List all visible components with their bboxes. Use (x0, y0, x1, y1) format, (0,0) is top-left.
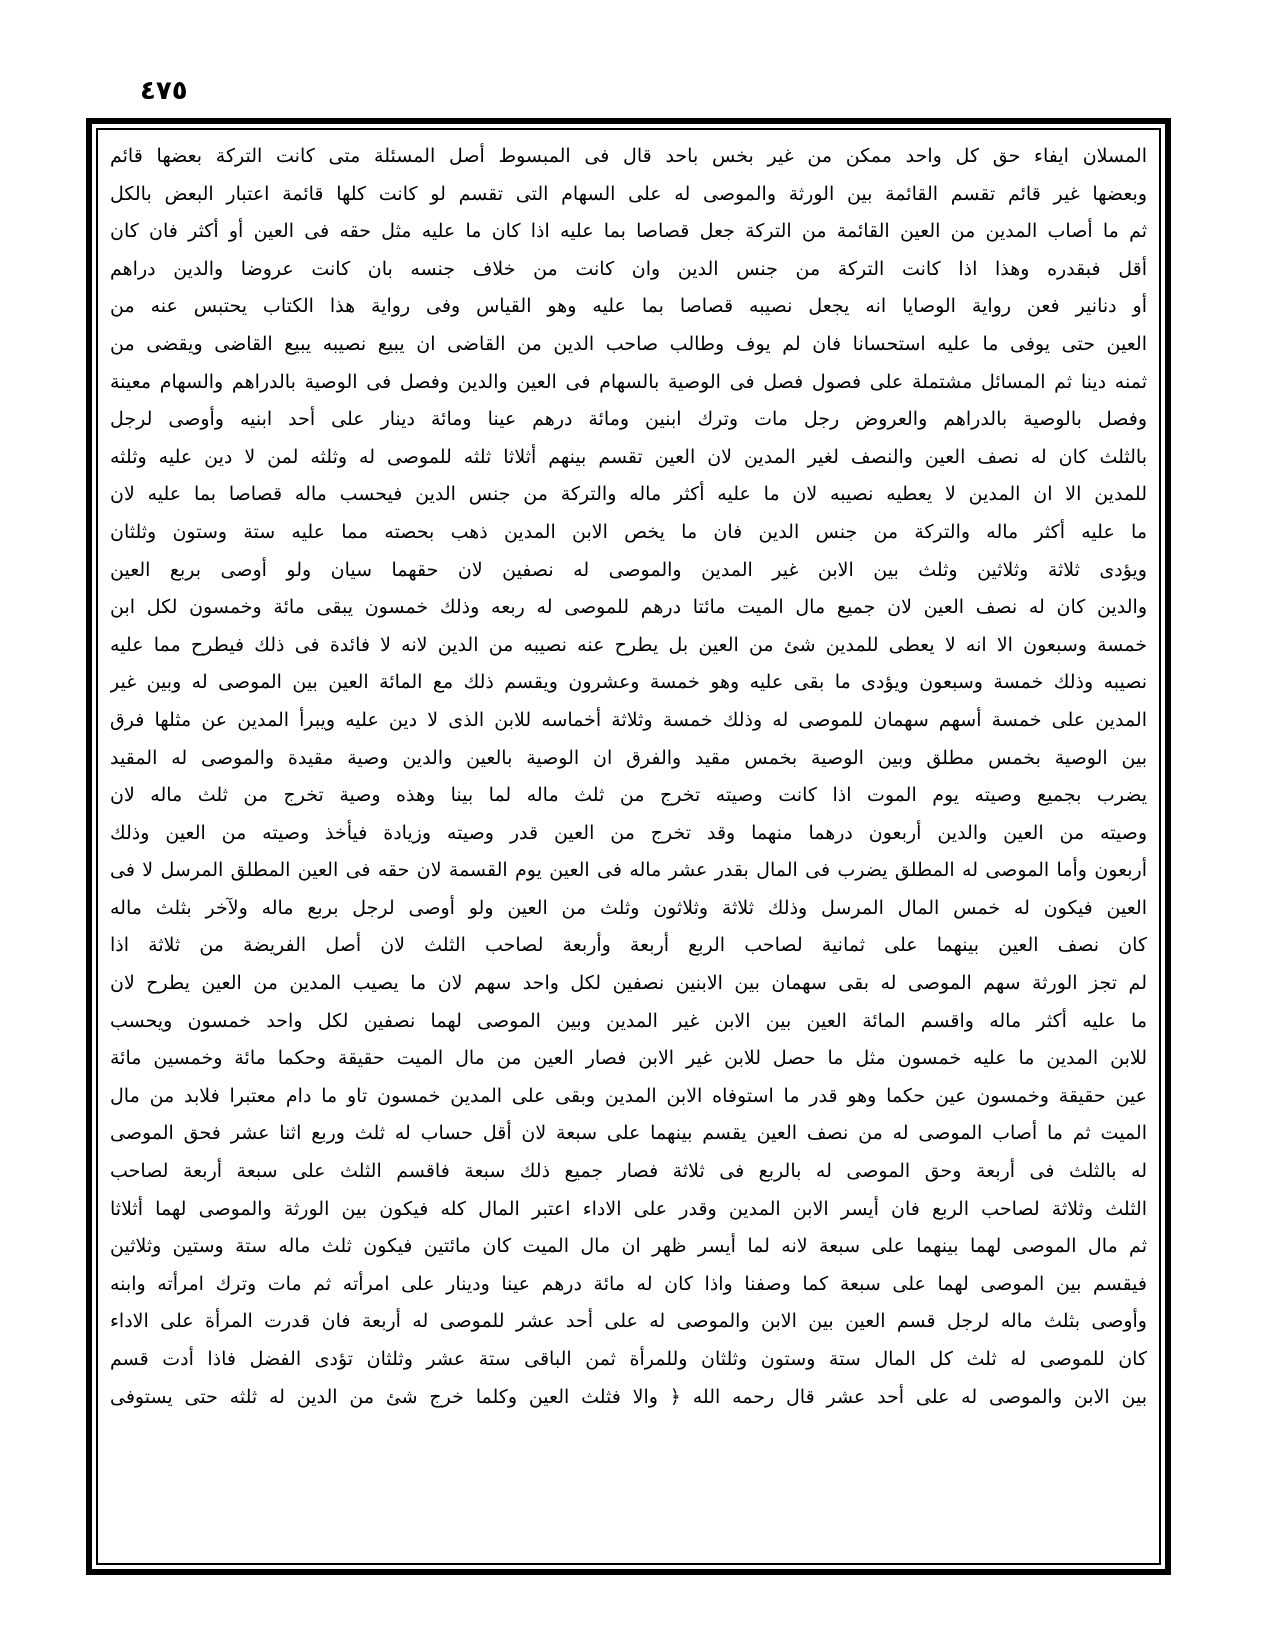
text-line: له بالثلث فى أربعة وحق الموصى له بالربع فى ثلاثة فصار جميع ذلك سبعة فاقسم الثلث على سبعة أربعة لصاحب (110, 1160, 1147, 1183)
text-line: فيقسم بين الموصى لهما على سبعة كما وصفنا واذا كان له مائة درهم عينا ودينار على امرأته ثم مات وترك امرأته وابنه (110, 1272, 1147, 1295)
text-line: والدين كان له نصف العين لان جميع مال الميت مائتا درهم للموصى له ربعه وذلك خمسون يبقى مائة وخمسون لكل ابن (110, 596, 1147, 619)
text-line: عين حقيقة وخمسون عين حكما وهو قدر ما استوفاه الابن المدين وبقى على المدين خمسون تاو ما دام معتبرا فلابد من مال (110, 1084, 1147, 1107)
text-line: العين حتى يوفى ما عليه استحسانا فان لم يوف وطالب صاحب الدين من القاضى ان يبيع نصيبه يبيع القاضى ويقضى من (110, 332, 1147, 355)
text-line: للابن المدين ما عليه خمسون مثل ما حصل للابن غير الابن فصار العين من مال الميت حقيقة وحكما مائة وخمسين مائة (110, 1047, 1147, 1070)
text-line: كان نصف العين بينهما على ثمانية لصاحب الربع أربعة وأربعة لصاحب الثلث لان أصل الفريضة من ثلاثة اذا (110, 934, 1147, 957)
text-line: المسلان ايفاء حق كل واحد ممكن من غير بخس باحد قال فى المبسوط أصل المسئلة متى كانت التركة بعضها قائم (110, 145, 1147, 167)
text-line: بين الوصية بخمس مطلق وبين الوصية بخمس مقيد والفرق ان الوصية بالعين والدين وصية مقيدة والموصى له المقيد (110, 746, 1147, 769)
text-line: ثم ما أصاب المدين من العين القائمة من التركة جعل قصاصا بما عليه اذا كان ما عليه مثل حقه فى العين أو أكثر فان كان (110, 220, 1147, 243)
text-line: ثم مال الموصى لهما بينهما على سبعة لانه لما أيسر ظهر ان مال الميت كان مائتين فيكون ثلث ماله ستة وستين وثلاثين (110, 1235, 1147, 1258)
text-line: خمسة وسبعون الا انه لا يعطى للمدين شئ من العين بل يطرح عنه نصيبه من الدين لانه لا فائدة فى ذلك فيطرح مما عليه (110, 633, 1147, 656)
text-line: ويؤدى ثلاثة وثلاثين وثلث بين الابن غير المدين والموصى له نصفين لان حقهما سيان ولو أوصى بربع العين (110, 558, 1147, 581)
text-body (110, 138, 1147, 1416)
text-frame (96, 128, 1161, 1565)
text-line: أو دنانير فعن رواية الوصايا انه يجعل نصيبه قصاصا بما عليه وهو القياس وفى رواية هذا الكتاب يحتبس عنه من (110, 295, 1147, 318)
text-line: يضرب بجميع وصيته يوم الموت اذا كانت وصيته تخرج من ثلث ماله لما بينا وهذه وصية تخرج من ثلث ماله لان (110, 784, 1147, 807)
text-line: أقل فبقدره وهذا اذا كانت التركة من جنس الدين وان كانت من خلاف جنسه بان كانت عروضا والدين دراهم (110, 257, 1147, 280)
text-line: وبعضها غير قائم تقسم القائمة بين الورثة والموصى له على السهام التى تقسم لو كانت كلها قائمة اعتبار البعض بالكل (110, 182, 1147, 205)
text-line: الميت ثم ما أصاب الموصى له من نصف العين يقسم بينهما على سبعة لان أقل حساب له ثلث وربع اثنا عشر فحق الموصى (110, 1122, 1147, 1145)
text-line: بين الابن والموصى له على أحد عشر قال رحمه الله ﴿ والا فثلث العين وكلما خرج شئ من الدين له ثلثه حتى يستوفى (110, 1385, 1147, 1408)
text-line: بالثلث كان له نصف العين والنصف لغير المدين لان العين تقسم بينهم أثلاثا ثلثه للموصى له وثلثه لمن لا دين عليه وثلثه (110, 445, 1147, 468)
text-line: المدين على خمسة أسهم سهمان للموصى له وذلك خمسة وثلاثة أخماسه للابن الذى لا دين عليه ويبرأ المدين عن مثلها فرق (110, 708, 1147, 731)
text-line: ما عليه أكثر ماله والتركة من جنس الدين فان ما يخص الابن المدين ذهب بحصته مما عليه ستة وستون وثلثان (110, 520, 1147, 543)
text-line: العين فيكون له خمس المال المرسل وذلك ثلاثة وثلاثون وثلث من العين ولو أوصى لرجل بربع ماله ولآخر بثلث ماله (110, 896, 1147, 919)
text-line: للمدين الا ان المدين لا يعطيه نصيبه لان ما عليه أكثر ماله والتركة من جنس الدين فيحسب ماله قصاصا بما عليه لان (110, 483, 1147, 506)
text-line: ما عليه أكثر ماله واقسم المائة العين بين الابن غير المدين وبين الموصى لهما نصفين لكل واحد خمسون ويحسب (110, 1009, 1147, 1032)
text-line: كان للموصى له ثلث كل المال ستة وستون وثلثان وللمرأة ثمن الباقى ستة عشر وثلثان تؤدى الفضل فاذا أدت قسم (110, 1348, 1147, 1370)
text-line: ثمنه دينا ثم المسائل مشتملة على فصول فصل فى الوصية بالسهام فى العين والدين وفصل فى الوصية بالدراهم والسهام معينة (110, 370, 1147, 393)
text-line: وصيته من العين والدين أربعون درهما منهما وقد تخرج من العين قدر وصيته وزيادة فيأخذ وصيته من العين وذلك (110, 821, 1147, 844)
text-line: نصيبه وذلك خمسة وسبعون ويؤدى ما بقى عليه وهو خمسة وعشرون ويقسم ذلك مع المائة العين بين الموصى له وبين غير (110, 671, 1147, 694)
text-line: لم تجز الورثة سهم الموصى له بقى سهمان بين الابنين نصفين لكل واحد سهم لان ما يصيب المدين من العين يطرح لان (110, 972, 1147, 995)
text-line: الثلث وثلاثة لصاحب الربع فان أيسر الابن المدين وقدر على الاداء اعتبر المال كله فيكون بين الورثة والموصى لهما أثلاثا (110, 1197, 1147, 1220)
page-number: ٤٧٥ (140, 76, 188, 106)
text-line: وأوصى بثلث ماله لرجل قسم العين بين الابن والموصى له على أحد عشر للموصى له أربعة فان قدرت المرأة على الاداء (110, 1310, 1147, 1333)
text-line: وفصل بالوصية بالدراهم والعروض رجل مات وترك ابنين ومائة درهم عينا ومائة دينار على أحد ابنيه وأوصى لرجل (110, 408, 1147, 431)
text-line: أربعون وأما الموصى له المطلق يضرب فى المال بقدر عشر ماله فى العين يوم القسمة لان حقه فى العين المطلق المرسل لا فى (110, 859, 1147, 882)
